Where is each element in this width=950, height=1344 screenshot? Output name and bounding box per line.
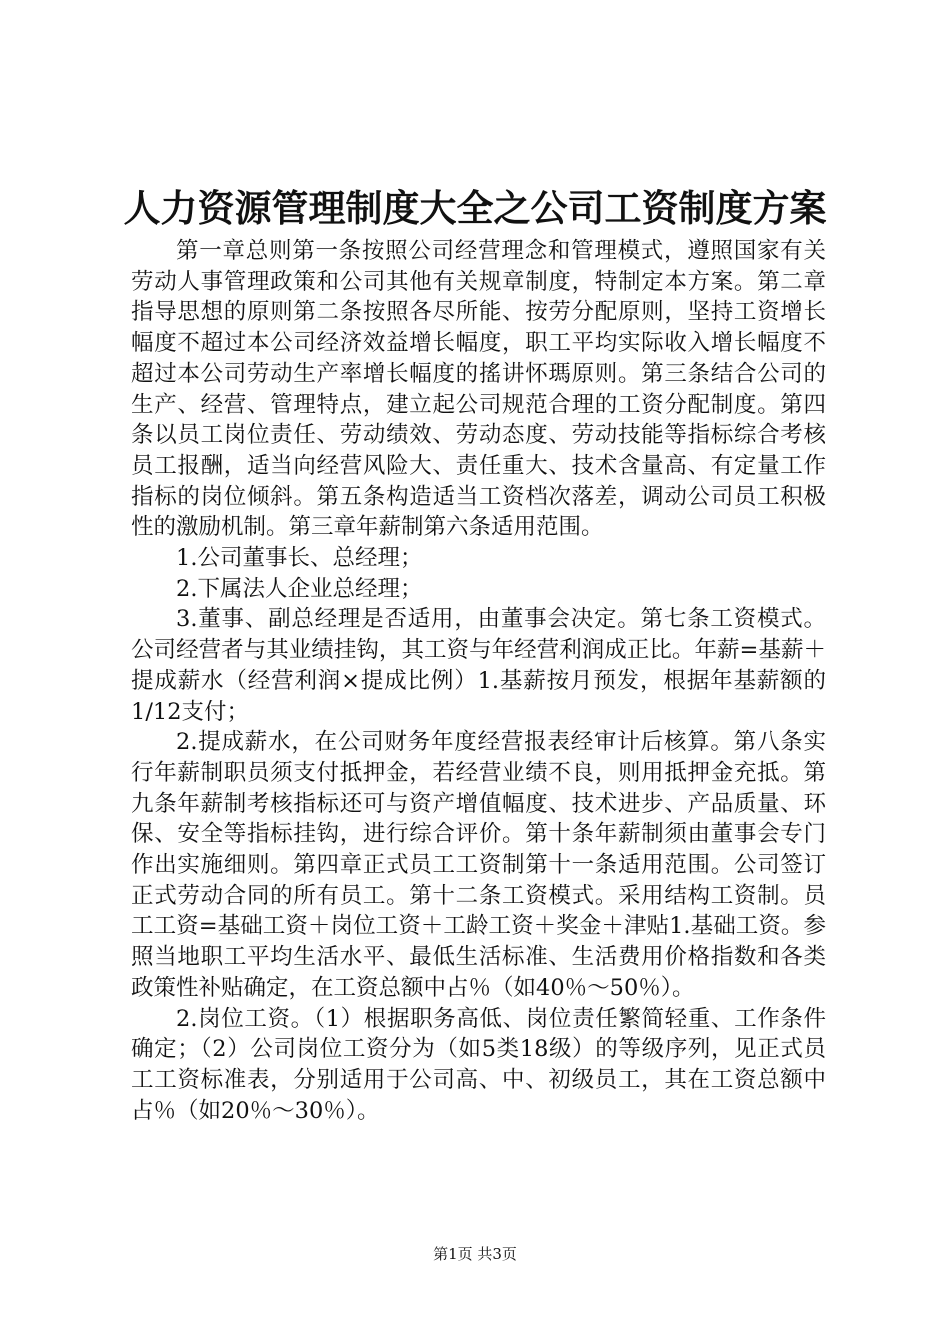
document-title: 人力资源管理制度大全之公司工资制度方案 <box>123 187 827 230</box>
paragraph-item-1: 1.公司董事长、总经理； <box>176 545 423 572</box>
document-body <box>131 236 826 1126</box>
page-footer: 第1页 共3页 <box>433 1245 517 1263</box>
paragraph-general-provisions: 第一章总则第一条按照公司经营理念和管理模式，遵照国家有关劳动人事管理政策和公司其他有关规章制度，特制定本方案。第二章指导思想的原则第二条按照各尽所能、按劳分配原则，坚持工资增长幅度不超过本公司经济效益增长幅度，职工平均实际收入增长幅度不超过本公司劳动生产率增长幅度的搖讲怀瑪原则。第三条结合公司的生产、经营、管理特点，建立起公司规范合理的工资分配制度。第四条以员工岗位责任、劳动绩效、劳动态度、劳动技能等指标综合考核员工报酬，适当向经营风险大、责任重大、技术含量高、有定量工作指标的岗位倾斜。第五条构造适当工资档次落差，调动公司员工积极性的激励机制。第三章年薪制第六条适用范围。 <box>131 238 826 541</box>
paragraph-item-2: 2.下属法人企业总经理； <box>176 575 423 602</box>
paragraph-position-salary: 2.岗位工资。（1）根据职务高低、岗位责任繁简轻重、工作条件确定；（2）公司岗位工资分为（如5类18级）的等级序列，见正式员工工资标准表，分别适用于公司高、中、初级员工，其在工资总额中占％（如20％～30％）。 <box>131 1005 826 1124</box>
paragraph-item-3: 3.董事、副总经理是否适用，由董事会决定。第七条工资模式。公司经营者与其业绩挂钩，其工资与年经营利润成正比。年薪=基薪＋提成薪水（经营利润×提成比例）1.基薪按月预发，根据年基薪额的1/12支付； <box>131 606 826 725</box>
paragraph-commission-salary: 2.提成薪水，在公司财务年度经营报表经审计后核算。第八条实行年薪制职员须支付抵押金，若经营业绩不良，则用抵押金充抵。第九条年薪制考核指标还可与资产增值幅度、技术进步、产品质量、环保、安全等指标挂钩，进行综合评价。第十条年薪制须由董事会专门作出实施细则。第四章正式员工工资制第十一条适用范围。公司签订正式劳动合同的所有员工。第十二条工资模式。采用结构工资制。员工工资=基础工资＋岗位工资＋工龄工资＋奖金＋津贴1.基础工资。参照当地职工平均生活水平、最低生活标准、生活费用价格指数和各类政策性补贴确定，在工资总额中占％（如40％～50％）。 <box>131 729 826 1001</box>
